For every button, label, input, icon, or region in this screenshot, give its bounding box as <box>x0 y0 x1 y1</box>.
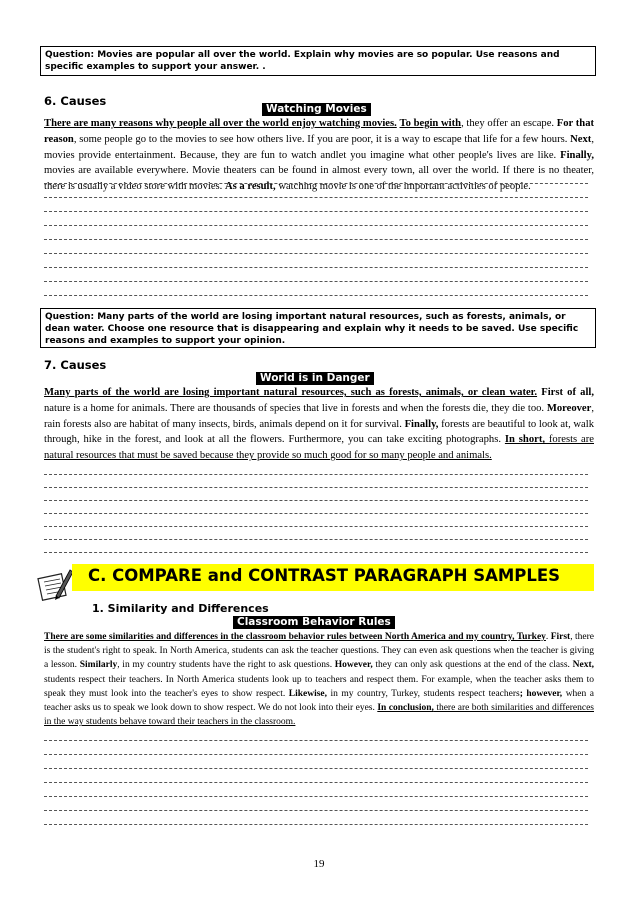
paragraph-world-in-danger: Many parts of the world are losing important natural resources, such as forests, animals, or clean water. First of all, nature is a home for animals. There are thousands of species that live in forests and when the forests die, they die too. Moreover, rain forests also are habitat of many insects, birds, animals depend on it for survival. Finally, forests are beautiful to look at, walk through, hike in the forest, and look at all the flowers. Furthermore, you can take exciting photographs. In short, forests are natural resources that must be saved because they provide so much good for so many people and animals. <box>44 387 594 462</box>
section-heading-6: 6. Causes <box>44 94 107 108</box>
question-text: Question: Many parts of the world are losing important natural resources, such as forests, animals, or dean water. Choose one resource that is disappearing and explain why it needs to be saved. Use specific reasons and examples to support your opinion. <box>45 312 579 346</box>
paragraph-title-world-in-danger: World is in Danger <box>256 372 374 385</box>
paragraph-watching-movies: There are many reasons why people all over the world enjoy watching movies. To begin with, they offer an escape. For that reason, some people go to the movies to see how others live. If you are poor, it is a way to escape that life for a few hours. Next, movies provide entertainment. Because, they are fun to watch andlet you imagine what other people's lives are like. Finally, movies are available everywhere. Movie theaters can be found in almost every town, all over the world. If there is no theater, there is usually a video store with movies. As a result, watching movie is one of the important activities of people. <box>44 118 595 193</box>
paragraph-classroom-rules: There are some similarities and differences in the classroom behavior rules between North America and my country, Turkey. First, there is the student's right to speak. In North America, students can ask the teacher questions. They can even ask questions when the teacher is giving a lesson. Similarly, in my country students have the right to ask questions. However, they can only ask questions at the end of the class. Next, students respect their teachers. In North America students look up to teachers and respect them. For example, when the teacher asks them to speak they must look into the teacher's eyes to show respect. Likewise, in my country, Turkey, students respect teachers; however, when a teacher asks us to speak we look down to show respect. We do not look into their eyes. In conclusion, there are both similarities and differences in the way students behave toward their teachers in the classroom. <box>44 632 594 728</box>
question-box-movies <box>40 46 596 76</box>
page-number: 19 <box>313 858 325 870</box>
section-heading-7: 7. Causes <box>44 358 107 372</box>
paragraph-title-classroom-rules: Classroom Behavior Rules <box>233 616 395 629</box>
pencil-paper-icon <box>36 566 76 602</box>
question-text: Question: Movies are popular all over the world. Explain why movies are so popular. Use reasons and specific examples to support your answer. . <box>45 50 560 72</box>
subsection-heading-similarity: 1. Similarity and Differences <box>92 602 269 615</box>
paragraph-title-watching-movies: Watching Movies <box>262 103 371 116</box>
section-c-title: C. COMPARE and CONTRAST PARAGRAPH SAMPLES <box>88 566 561 585</box>
question-box-natural-resources <box>40 308 596 348</box>
